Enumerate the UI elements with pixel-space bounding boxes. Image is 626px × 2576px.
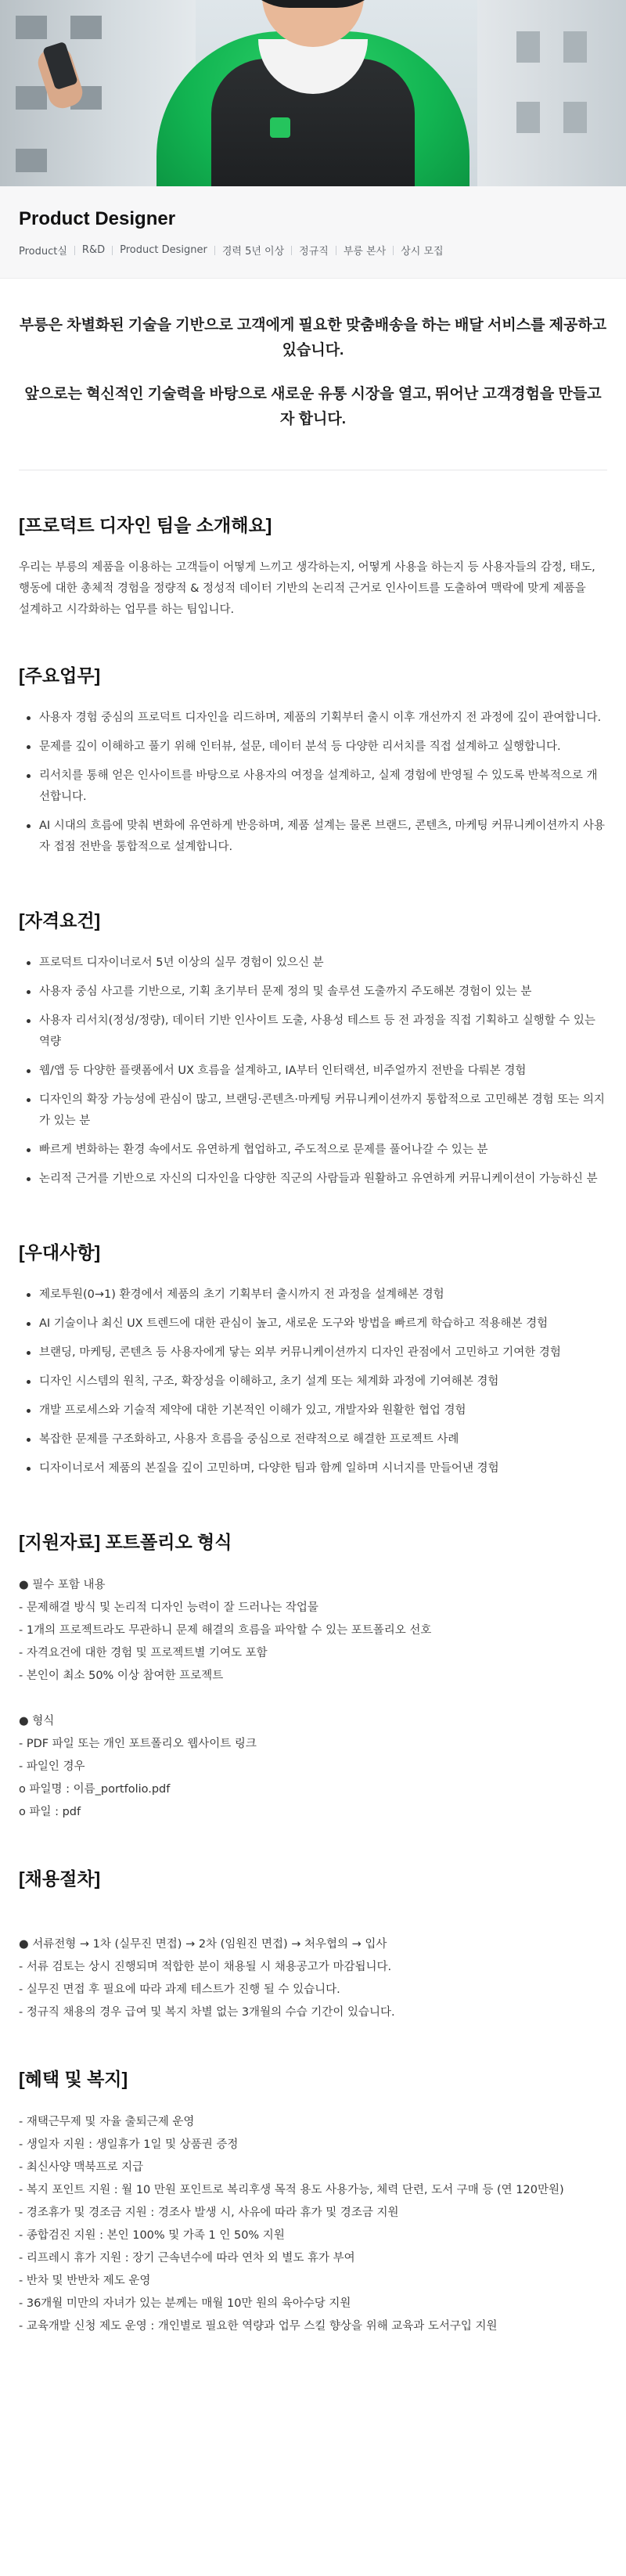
intro-line: 부릉은 차별화된 기술을 기반으로 고객에게 필요한 맞춤배송을 하는 배달 서비스를 제공하고 있습니다. [19,317,607,358]
tag-experience: 경력 5년 이상 [221,246,285,258]
qualifications-list [19,953,607,1190]
list-item: 사용자 중심 사고를 기반으로, 기획 초기부터 문제 정의 및 솔루션 도출까지 주도해본 경험이 있는 분 [19,982,607,1003]
building-window [516,102,540,133]
hero-image [0,0,626,186]
building-window [16,16,47,39]
text-line: - PDF 파일 또는 개인 포트폴리오 웹사이트 링크 [19,1738,257,1750]
text-line: o 파일 : pdf [19,1806,81,1818]
text-line: - 리프레시 휴가 지원 : 장기 근속년수에 따라 연차 외 별도 휴가 부여 [19,2252,355,2264]
list-item: AI 기술이나 최신 UX 트렌드에 대한 관심이 높고, 새로운 도구와 방법을 빠르게 학습하고 적용해본 경험 [19,1313,607,1335]
section-process [19,1824,607,2024]
building-window [516,31,540,63]
text-line: - 반차 및 반반차 제도 운영 [19,2275,151,2287]
list-item: 제로투원(0→1) 환경에서 제품의 초기 기획부터 출시까지 전 과정을 설계해본 경험 [19,1284,607,1306]
text-line: - 경조휴가 및 경조금 지원 : 경조사 발생 시, 사유에 따라 휴가 및 경조금 지원 [19,2207,399,2219]
job-tags [19,243,607,258]
text-line: - 정규직 채용의 경우 급여 및 복지 차별 없는 3개월의 수습 기간이 있습니다. [19,2006,395,2019]
text-line: - 본인이 최소 50% 이상 참여한 프로젝트 [19,1670,224,1682]
building-window [70,16,102,39]
section-team [19,470,607,621]
text-line: - 교육개발 신청 제도 운영 : 개인별로 필요한 역량과 업무 스킬 향상을 위해 교육과 도서구입 지원 [19,2320,498,2333]
tag-divider [291,246,292,255]
text-line: - 복지 포인트 지원 : 월 10 만원 포인트로 복리후생 목적 용도 사용가능, 체력 단련, 도서 구매 등 (연 120만원) [19,2184,564,2196]
benefits-list [19,2111,607,2338]
list-item: 디자인 시스템의 원칙, 구조, 확장성을 이해하고, 초기 설계 또는 체계화 과정에 기여해본 경험 [19,1371,607,1392]
list-item: 복잡한 문제를 구조화하고, 사용자 흐름을 중심으로 전략적으로 해결한 프로젝트 사례 [19,1429,607,1450]
section-portfolio [19,1487,607,1824]
preferred-list [19,1284,607,1479]
list-item: AI 시대의 흐름에 맞춰 변화에 유연하게 반응하며, 제품 설계는 물론 브랜드, 콘텐츠, 마케팅 커뮤니케이션까지 사용자 접점 전반을 통합적으로 설계합니다. [19,816,607,858]
text-line: 행동에 대한 총체적 경험을 정량적 & 정성적 데이터 기반의 논리적 근거로 인사이트를 도출하여 맥락에 맞게 제품을 [19,582,586,595]
tag-divider [112,246,113,255]
job-header [0,186,626,279]
list-item: 브랜딩, 마케팅, 콘텐츠 등 사용자에게 닿는 외부 커뮤니케이션까지 디자인 관점에서 고민하고 기여한 경험 [19,1342,607,1364]
list-item: 웹/앱 등 다양한 플랫폼에서 UX 흐름을 설계하고, IA부터 인터랙션, 비주얼까지 전반을 다뤄본 경험 [19,1061,607,1082]
text-line: ● 서류전형 → 1차 (실무진 면접) → 2차 (임원진 면접) → 처우협의 → 입사 [19,1938,387,1951]
text-line: - 재택근무제 및 자율 출퇴근제 운영 [19,2116,195,2128]
tag-role: Product Designer [120,244,207,256]
intro-line: 앞으로는 혁신적인 기술력을 바탕으로 새로운 유통 시장을 열고, 뛰어난 고객경험을 만들고자 합니다. [24,386,602,427]
vest-logo [270,117,290,138]
list-item: 빠르게 변화하는 환경 속에서도 유연하게 협업하고, 주도적으로 문제를 풀어나갈 수 있는 분 [19,1140,607,1161]
section-qualifications [19,866,607,1190]
process-steps [19,1911,607,2024]
portfolio-requirements [19,1574,607,1824]
text-line: - 종합검진 지원 : 본인 100% 및 가족 1 인 50% 지원 [19,2229,285,2242]
building-window [563,102,587,133]
text-line: ● 필수 포함 내용 [19,1579,106,1591]
rider-helmet [235,0,391,8]
text-line: o 파일명 : 이름_portfolio.pdf [19,1783,171,1796]
section-preferred [19,1198,607,1479]
text-line: - 문제해결 방식 및 논리적 디자인 능력이 잘 드러나는 작업물 [19,1601,318,1614]
text-line: 우리는 부릉의 제품을 이용하는 고객들이 어떻게 느끼고 생각하는지, 어떻게 사용을 하는지 등 사용자들의 감정, 태도, [19,561,595,574]
duties-list [19,708,607,858]
building-right [477,0,626,186]
tag-department: Product실 [19,246,67,258]
tag-divider [74,246,75,255]
list-item: 개발 프로세스와 기술적 제약에 대한 기본적인 이해가 있고, 개발자와 원활한 협업 경험 [19,1400,607,1421]
section-duties [19,621,607,858]
text-line [19,1911,607,1933]
text-line: ● 형식 [19,1715,55,1728]
building-window [16,149,47,172]
list-item: 논리적 근거를 기반으로 자신의 디자인을 다양한 직군의 사람들과 원활하고 유연하게 커뮤니케이션이 가능하신 분 [19,1169,607,1190]
text-line: - 생일자 지원 : 생일휴가 1일 및 상품권 증정 [19,2138,239,2151]
section-title: [혜택 및 복지] [19,2069,128,2089]
text-line: - 최신사양 맥북프로 지급 [19,2161,144,2174]
list-item: 문제를 깊이 이해하고 풀기 위해 인터뷰, 설문, 데이터 분석 등 다양한 리서치를 직접 설계하고 실행합니다. [19,737,607,758]
text-line: 설계하고 시각화하는 업무를 하는 팀입니다. [19,603,235,616]
text-line: - 실무진 면접 후 필요에 따라 과제 테스트가 진행 될 수 있습니다. [19,1983,340,1996]
text-line: - 1개의 프로젝트라도 무관하니 문제 해결의 흐름을 파악할 수 있는 포트폴리오 선호 [19,1624,432,1637]
tag-divider [214,246,215,255]
building-window [16,86,47,110]
tag-employment-type: 정규직 [299,246,329,258]
list-item: 디자이너로서 제품의 본질을 깊이 고민하며, 다양한 팀과 함께 일하며 시너지를 만들어낸 경험 [19,1458,607,1479]
section-benefits [19,2024,607,2369]
list-item: 사용자 경험 중심의 프로덕트 디자인을 리드하며, 제품의 기획부터 출시 이후 개선까지 전 과정에 깊이 관여합니다. [19,708,607,729]
list-item: 프로덕트 디자이너로서 5년 이상의 실무 경험이 있으신 분 [19,953,607,974]
list-item: 사용자 리서치(정성/정량), 데이터 기반 인사이트 도출, 사용성 테스트 등 전 과정을 직접 기획하고 실행할 수 있는 역량 [19,1011,607,1053]
section-title: [우대사항] [19,1242,101,1263]
section-title: [채용절차] [19,1868,101,1889]
text-line: - 서류 검토는 상시 진행되며 적합한 분이 채용될 시 채용공고가 마감됩니다. [19,1961,392,1973]
tag-recruit-status: 상시 모집 [401,246,444,258]
tag-divider [393,246,394,255]
list-item: 디자인의 확장 가능성에 관심이 많고, 브랜딩·콘텐츠·마케팅 커뮤니케이션까지 통합적으로 고민해본 경험 또는 의지가 있는 분 [19,1090,607,1132]
job-description [0,279,626,2369]
tag-location: 부릉 본사 [343,246,387,258]
section-title: [자격요건] [19,910,101,931]
building-window [563,31,587,63]
job-title: Product Designer [19,208,176,229]
section-title: [프로덕트 디자인 팀을 소개해요] [19,515,272,535]
intro [19,279,607,470]
section-title: [지원자료] 포트폴리오 형식 [19,1532,232,1552]
text-line [19,1688,607,1710]
text-line: - 36개월 미만의 자녀가 있는 분께는 매월 10만 원의 육아수당 지원 [19,2297,351,2310]
section-title: [주요업무] [19,665,101,686]
list-item: 리서치를 통해 얻은 인사이트를 바탕으로 사용자의 여정을 설계하고, 실제 경험에 반영될 수 있도록 반복적으로 개선합니다. [19,766,607,808]
text-line: - 파일인 경우 [19,1760,85,1773]
text-line: - 자격요건에 대한 경험 및 프로젝트별 기여도 포함 [19,1647,268,1659]
tag-org: R&D [81,244,106,256]
team-description [19,557,607,621]
